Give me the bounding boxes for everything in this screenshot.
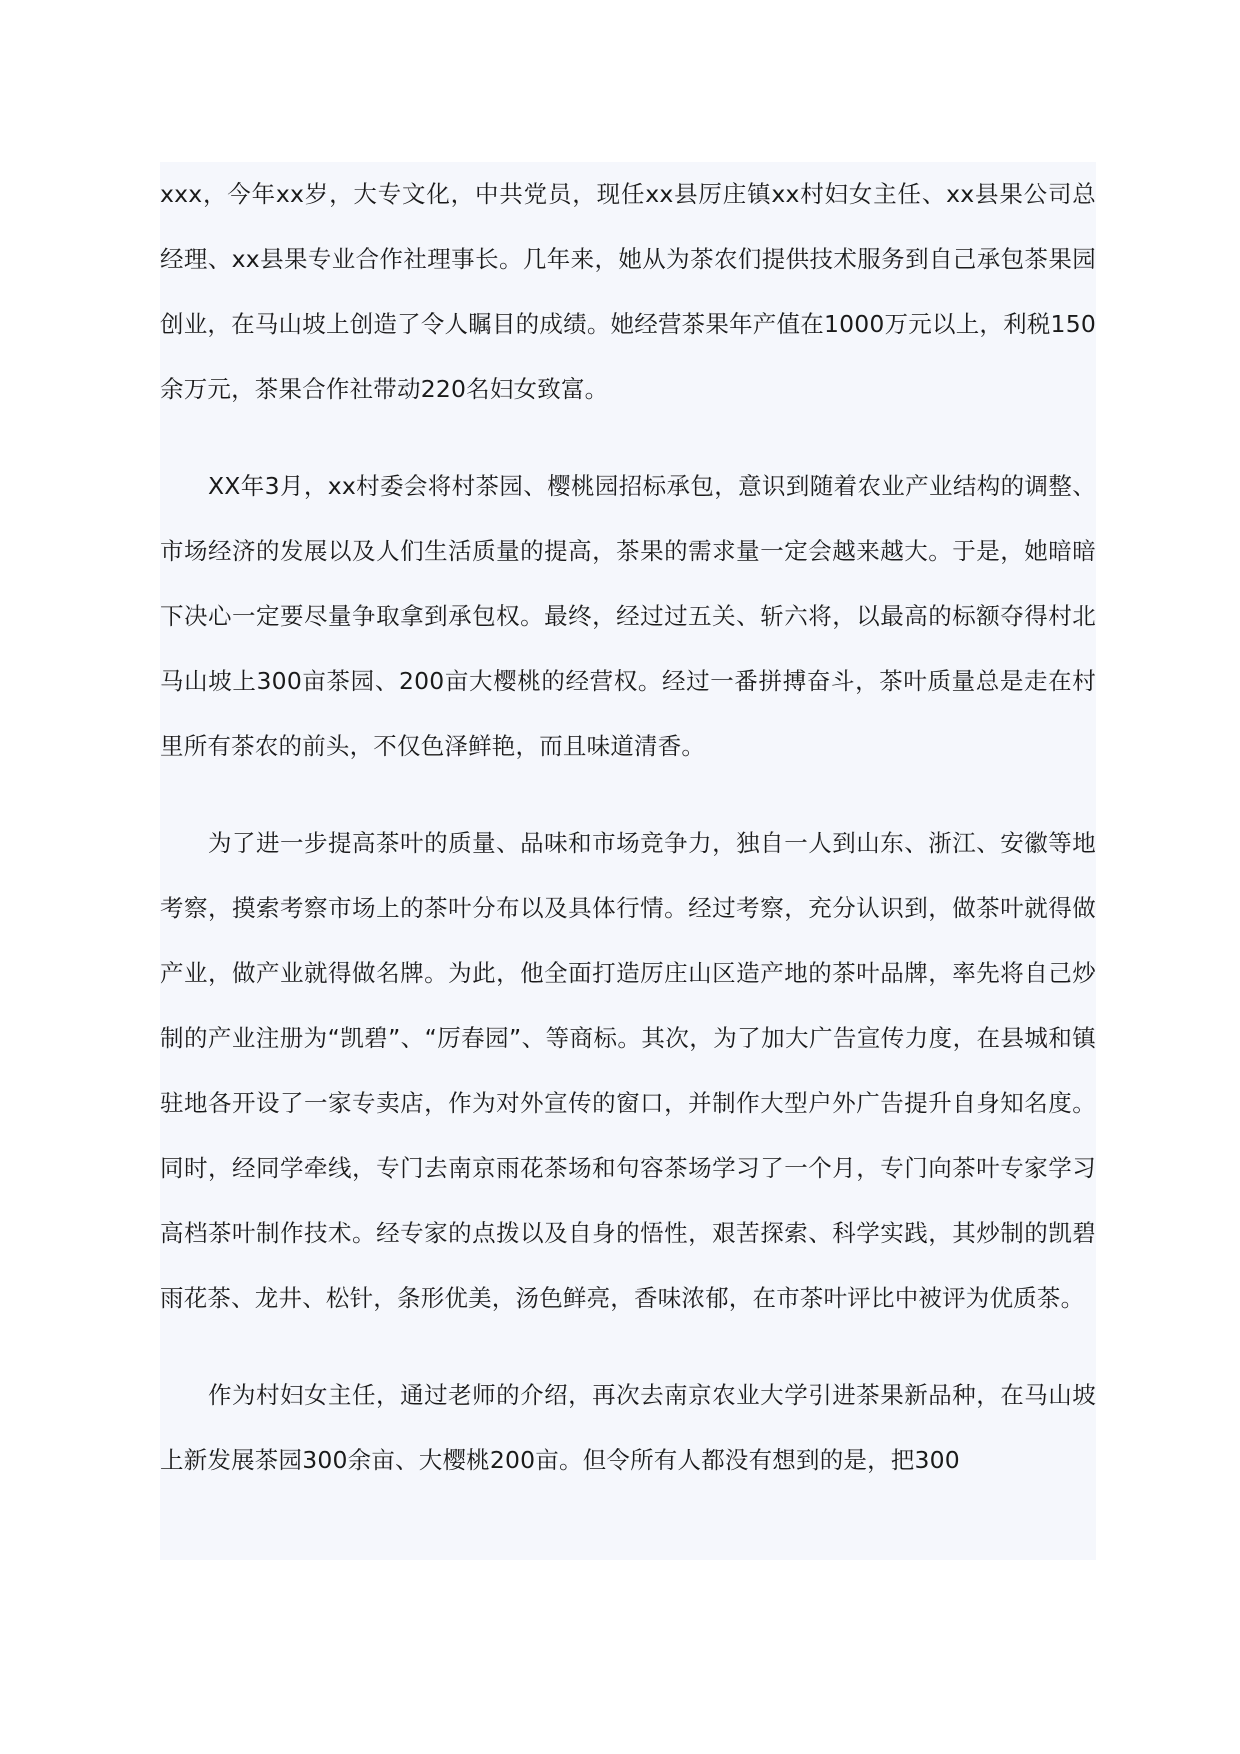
paragraph-3: 为了进一步提高茶叶的质量、品味和市场竞争力，独自一人到山东、浙江、安徽等地考察，摸索考察市场上的茶叶分布以及具体行情。经过考察，充分认识到，做茶叶就得做产业，做产业就得做名牌。为此，他全面打造厉庄山区造产地的茶叶品牌，率先将自己炒制的产业注册为“凯碧”、“厉春园”、等商标。其次，为了加大广告宣传力度，在县城和镇驻地各开设了一家专卖店，作为对外宣传的窗口，并制作大型户外广告提升自身知名度。同时，经同学牵线，专门去南京雨花茶场和句容茶场学习了一个月，专门向茶叶专家学习高档茶叶制作技术。经专家的点拨以及自身的悟性，艰苦探索、科学实践，其炒制的凯碧雨花茶、龙井、松针，条形优美，汤色鲜亮，香味浓郁，在市茶叶评比中被评为优质茶。 [160,829,1096,1312]
paragraph-4: 作为村妇女主任，通过老师的介绍，再次去南京农业大学引进茶果新品种，在马山坡上新发展茶园300余亩、大樱桃200亩。但令所有人都没有想到的是，把300 [160,1381,1096,1474]
document-body [160,162,1096,1560]
paragraph-1: xxx，今年xx岁，大专文化，中共党员，现任xx县厉庄镇xx村妇女主任、xx县果公司总经理、xx县果专业合作社理事长。几年来，她从为茶农们提供技术服务到自己承包茶果园创业，在马山坡上创造了令人瞩目的成绩。她经营茶果年产值在1000万元以上，利税150余万元，茶果合作社带动220名妇女致富。 [160,180,1096,403]
paragraph-2: XX年3月，xx村委会将村茶园、樱桃园招标承包，意识到随着农业产业结构的调整、市场经济的发展以及人们生活质量的提高，茶果的需求量一定会越来越大。于是，她暗暗下决心一定要尽量争取拿到承包权。最终，经过过五关、斩六将，以最高的标额夺得村北马山坡上300亩茶园、200亩大樱桃的经营权。经过一番拼搏奋斗，茶叶质量总是走在村里所有茶农的前头，不仅色泽鲜艳，而且味道清香。 [160,472,1096,760]
